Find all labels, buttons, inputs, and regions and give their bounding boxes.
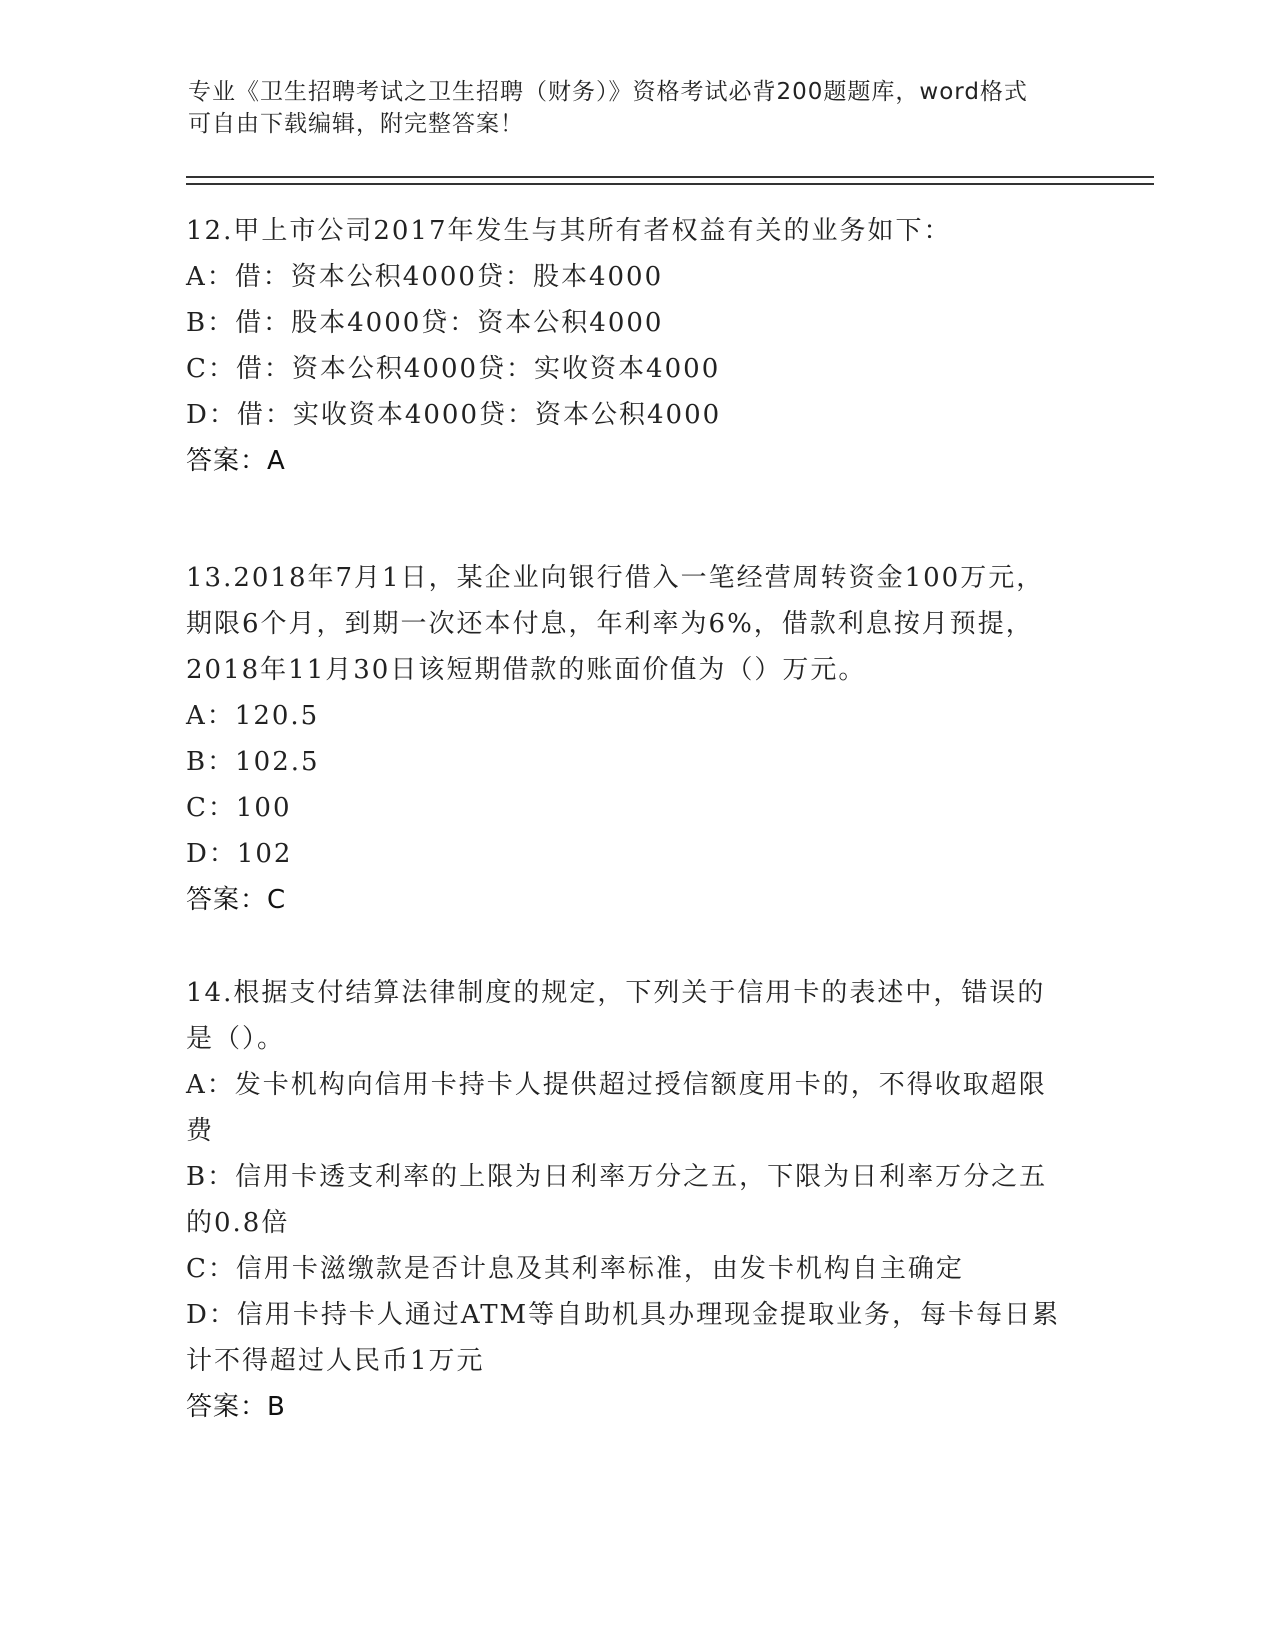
answer-label: 答案： xyxy=(186,1392,268,1422)
question-14 xyxy=(186,970,1086,1430)
option-c: C：信用卡滋缴款是否计息及其利率标准，由发卡机构自主确定 xyxy=(186,1254,964,1284)
answer-value: A xyxy=(267,446,286,476)
question-stem-line: 14.根据支付结算法律制度的规定，下列关于信用卡的表述中，错误的 xyxy=(186,978,1046,1008)
option-b: B：信用卡透支利率的上限为日利率万分之五，下限为日利率万分之五 xyxy=(186,1162,1048,1192)
question-stem-line: 期限6个月，到期一次还本付息，年利率为6%，借款利息按月预提， xyxy=(186,609,1034,639)
answer-value: C xyxy=(267,885,287,915)
question-12 xyxy=(186,208,1086,484)
option-d: D：信用卡持卡人通过ATM等自助机具办理现金提取业务，每卡每日累 xyxy=(186,1300,1061,1330)
question-stem-line: 13.2018年7月1日，某企业向银行借入一笔经营周转资金100万元， xyxy=(186,563,1045,593)
option-a: A：借：资本公积4000贷：股本4000 xyxy=(186,262,664,292)
option-a-continued: 费 xyxy=(186,1116,215,1146)
option-d: D：102 xyxy=(186,839,293,869)
option-c: C：100 xyxy=(186,793,292,823)
header-line-1: 专业《卫生招聘考试之卫生招聘（财务）》资格考试必背200题题库，word格式 xyxy=(188,79,1028,105)
answer-line xyxy=(186,877,1086,923)
option-d: D：借：实收资本4000贷：资本公积4000 xyxy=(186,400,722,430)
answer-label: 答案： xyxy=(186,885,268,915)
answer-label: 答案： xyxy=(186,446,268,476)
option-b: B：借：股本4000贷：资本公积4000 xyxy=(186,308,664,338)
header-divider-bottom xyxy=(186,183,1154,185)
document-header xyxy=(188,76,1068,140)
question-stem-line: 是（）。 xyxy=(186,1024,286,1054)
option-b-continued: 的0.8倍 xyxy=(186,1208,290,1238)
option-a: A：120.5 xyxy=(186,701,320,731)
option-d-continued: 计不得超过人民币1万元 xyxy=(186,1346,485,1376)
header-line-2: 可自由下载编辑，附完整答案！ xyxy=(188,111,524,137)
option-c: C：借：资本公积4000贷：实收资本4000 xyxy=(186,354,721,384)
question-13 xyxy=(186,555,1086,923)
option-b: B：102.5 xyxy=(186,747,320,777)
answer-value: B xyxy=(267,1392,286,1422)
answer-line xyxy=(186,1384,1086,1430)
question-stem-line: 12.甲上市公司2017年发生与其所有者权益有关的业务如下： xyxy=(186,216,952,246)
question-stem-line: 2018年11月30日该短期借款的账面价值为（）万元。 xyxy=(186,655,867,685)
option-a: A：发卡机构向信用卡持卡人提供超过授信额度用卡的，不得收取超限 xyxy=(186,1070,1047,1100)
header-divider-top xyxy=(186,176,1154,178)
answer-line xyxy=(186,438,1086,484)
